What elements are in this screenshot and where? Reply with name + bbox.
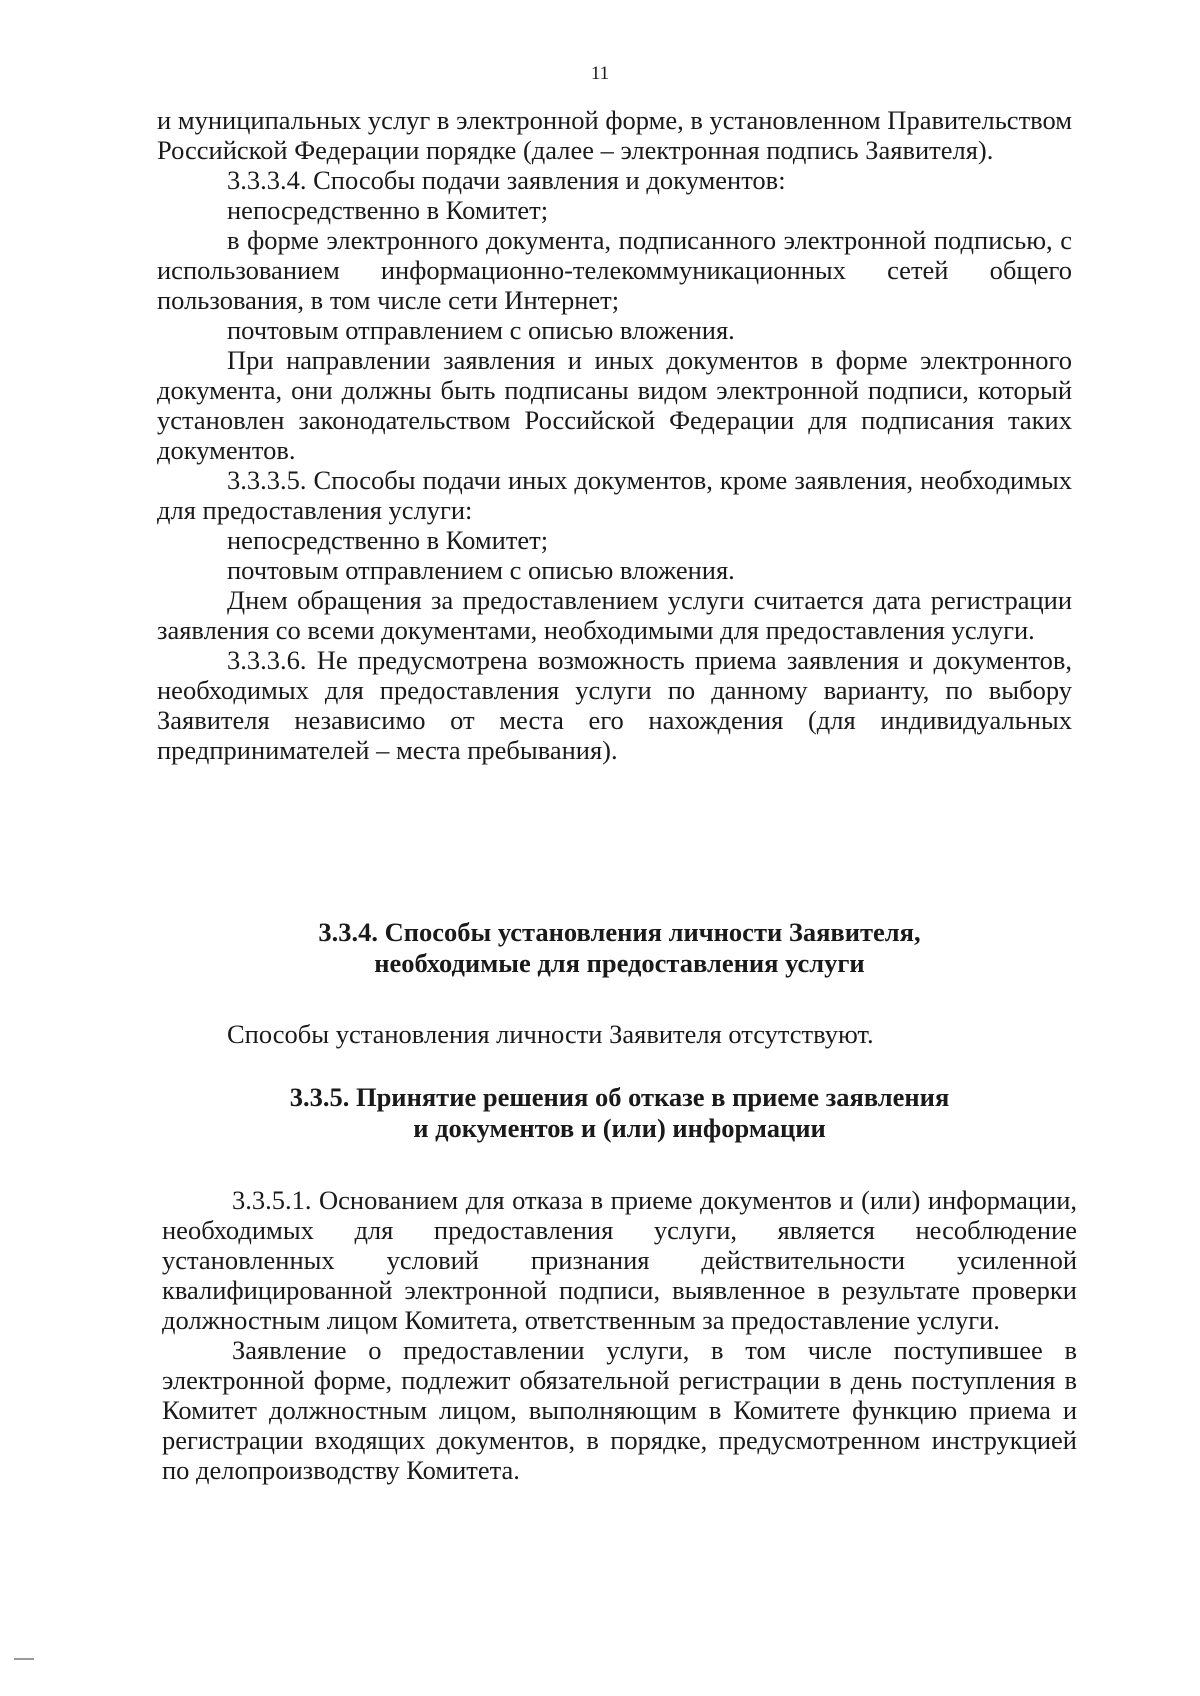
page-number: 11 [590, 63, 610, 84]
scan-margin-mark [14, 1658, 34, 1660]
heading-line: 3.3.5. Принятие решения об отказе в приеме заявления [289, 1082, 950, 1112]
heading-line: 3.3.4. Способы установления личности Заявителя, [318, 917, 921, 947]
heading-line: необходимые для предоставления услуги [374, 948, 865, 978]
paragraph: При направлении заявления и иных документов в форме электронного документа, они должны быть подписаны видом электронной подписи, который установлен законодательством Российской Федерации для подписания таких документов. [157, 345, 1072, 465]
paragraph: 3.3.5.1. Основанием для отказа в приеме документов и (или) информации, необходимых для предоставления услуги, является несоблюдение установленных условий признания действительности усиленной квалифицированной электронной подписи, выявленное в результате проверки должностным лицом Комитета, ответственным за предоставление услуги. [162, 1185, 1077, 1335]
section-334-heading [162, 917, 1077, 979]
paragraph: непосредственно в Комитет; [227, 525, 549, 555]
paragraph: 3.3.3.4. Способы подачи заявления и документов: [227, 165, 786, 195]
paragraph: Заявление о предоставлении услуги, в том числе поступившее в электронной форме, подлежит обязательной регистрации в день поступления в Комитет должностным лицом, выполняющим в Комитете функцию приема и регистрации входящих документов, в порядке, предусмотренном инструкцией по делопроизводству Комитета. [162, 1335, 1077, 1485]
paragraph: 3.3.3.5. Способы подачи иных документов, кроме заявления, необходимых для предоставления услуги: [157, 465, 1072, 525]
section-335-body [162, 1185, 1077, 1485]
paragraph: 3.3.3.6. Не предусмотрена возможность приема заявления и документов, необходимых для предоставления услуги по данному варианту, по выбору Заявителя независимо от места его нахождения (для индивидуальных предпринимателей – места пребывания). [157, 645, 1072, 765]
paragraph: Днем обращения за предоставлением услуги считается дата регистрации заявления со всеми документами, необходимыми для предоставления услуги. [157, 585, 1072, 645]
heading-line: и документов и (или) информации [413, 1113, 826, 1143]
paragraph: почтовым отправлением с описью вложения. [227, 315, 735, 345]
section-333-continuation [157, 105, 1072, 765]
paragraph: и муниципальных услуг в электронной форме, в установленном Правительством Российской Федерации порядке (далее – электронная подпись Заявителя). [157, 105, 1072, 165]
paragraph: непосредственно в Комитет; [227, 195, 549, 225]
section-334-body: Способы установления личности Заявителя отсутствуют. [227, 1019, 874, 1049]
section-335-heading [162, 1082, 1077, 1144]
paragraph: в форме электронного документа, подписанного электронной подписью, с использованием информационно-телекоммуникационных сетей общего пользования, в том числе сети Интернет; [157, 225, 1072, 315]
paragraph: почтовым отправлением с описью вложения. [227, 555, 735, 585]
